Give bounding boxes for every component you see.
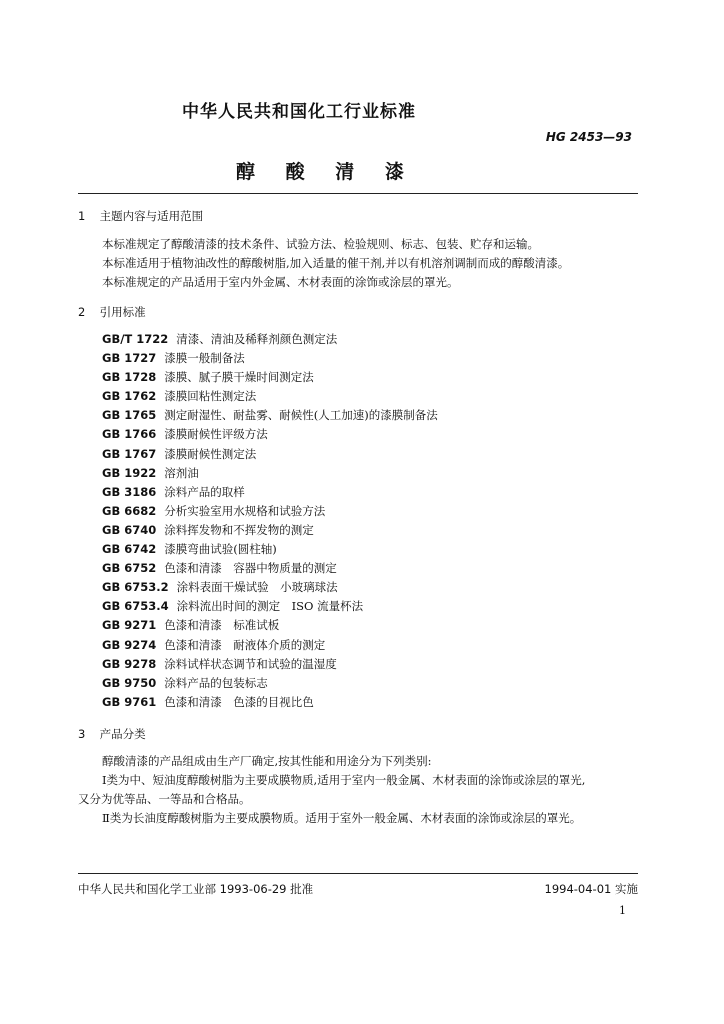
reference-code: GB/T 1722: [102, 332, 169, 346]
reference-item: [102, 502, 438, 521]
reference-code: GB 6682: [102, 503, 157, 518]
reference-title: 漆膜耐候性评级方法: [164, 427, 268, 442]
reference-title: 涂料产品的包装标志: [164, 675, 268, 690]
section-number: 2: [78, 305, 86, 319]
reference-item: [102, 483, 438, 502]
reference-code: GB 9278: [102, 656, 157, 671]
reference-code: GB 6752: [102, 561, 157, 576]
standard-code: HG 2453—93: [545, 130, 632, 144]
reference-title: 色漆和清漆 标准试板: [164, 618, 280, 633]
reference-item: [102, 636, 438, 655]
reference-title: 漆膜一般制备法: [164, 351, 245, 366]
section-title: 产品分类: [99, 727, 146, 741]
reference-title: 清漆、清油及稀释剂颜色测定法: [176, 332, 338, 346]
reference-item: [102, 387, 438, 406]
reference-code: GB 1728: [102, 370, 157, 385]
section-1-heading: [78, 208, 203, 224]
reference-code: GB 6753.2: [102, 580, 169, 595]
reference-code: GB 9271: [102, 618, 157, 633]
section-title: 引用标准: [99, 305, 146, 319]
reference-item: [102, 330, 438, 349]
effective-date: 1994-04-01 实施: [544, 882, 638, 896]
reference-title: 漆膜、腻子膜干燥时间测定法: [164, 370, 314, 385]
reference-code: GB 1767: [102, 446, 157, 461]
paragraph: Ⅱ类为长油度醇酸树脂为主要成膜物质。适用于室外一般金属、木材表面的涂饰或涂层的罩光。: [102, 811, 582, 825]
reference-item: [102, 445, 438, 464]
page-number: 1: [619, 904, 626, 917]
reference-code: GB 1922: [102, 465, 157, 480]
header-divider: [78, 193, 638, 194]
reference-item: [102, 655, 438, 674]
reference-code: GB 6740: [102, 522, 157, 537]
reference-item: [102, 425, 438, 444]
section-3-heading: [78, 726, 146, 742]
reference-item: [102, 578, 438, 597]
reference-title: 色漆和清漆 耐液体介质的测定: [164, 637, 326, 652]
reference-title: 漆膜耐候性测定法: [164, 446, 257, 461]
reference-code: GB 1766: [102, 427, 157, 442]
reference-code: GB 9274: [102, 637, 157, 652]
reference-item: [102, 368, 438, 387]
section-number: 1: [78, 209, 86, 223]
section-3-body: [78, 752, 648, 828]
reference-code: GB 1727: [102, 351, 157, 366]
paragraph: 本标准适用于植物油改性的醇酸树脂,加入适量的催干剂,并以有机溶剂调制而成的醇酸清漆。: [102, 256, 570, 270]
reference-item: [102, 616, 438, 635]
footer-divider: [78, 873, 638, 874]
reference-title: 涂料挥发物和不挥发物的测定: [164, 522, 314, 537]
paragraph: 本标准规定了醇酸清漆的技术条件、试验方法、检验规则、标志、包装、贮存和运输。: [102, 237, 539, 251]
approval-line: 中华人民共和国化学工业部 1993-06-29 批准: [78, 882, 314, 896]
reference-item: [102, 540, 438, 559]
reference-title: 涂料流出时间的测定 ISO 流量杯法: [176, 599, 364, 614]
reference-item: [102, 521, 438, 540]
reference-item: [102, 674, 438, 693]
reference-code: GB 1762: [102, 389, 157, 404]
reference-title: 涂料试样状态调节和试验的温湿度: [164, 656, 337, 671]
reference-item: [102, 559, 438, 578]
reference-title: 涂料产品的取样: [164, 484, 245, 499]
reference-code: GB 3186: [102, 484, 157, 499]
section-2-heading: [78, 304, 146, 320]
reference-title: 色漆和清漆 色漆的目视比色: [164, 694, 314, 709]
reference-code: GB 1765: [102, 408, 157, 423]
section-number: 3: [78, 727, 86, 741]
reference-title: 分析实验室用水规格和试验方法: [164, 503, 326, 518]
paragraph: Ⅰ类为中、短油度醇酸树脂为主要成膜物质,适用于室内一般金属、木材表面的涂饰或涂层的罩光,: [102, 773, 586, 787]
issuing-org-title: 中华人民共和国化工行业标准: [182, 102, 416, 122]
section-title: 主题内容与适用范围: [99, 209, 204, 223]
paragraph-continuation: 又分为优等品、一等品和合格品。: [78, 792, 251, 806]
reference-code: GB 6742: [102, 542, 157, 557]
reference-item: [102, 597, 438, 616]
reference-item: [102, 349, 438, 368]
reference-title: 漆膜回粘性测定法: [164, 389, 257, 404]
reference-item: [102, 464, 438, 483]
reference-title: 涂料表面干燥试验 小玻璃球法: [176, 580, 338, 595]
reference-title: 漆膜弯曲试验(圆柱轴): [164, 542, 277, 557]
reference-code: GB 9761: [102, 694, 157, 709]
reference-item: [102, 693, 438, 712]
reference-code: GB 6753.4: [102, 599, 169, 614]
paragraph: 本标准规定的产品适用于室内外金属、木材表面的涂饰或涂层的罩光。: [102, 275, 459, 289]
reference-item: [102, 406, 438, 425]
section-1-body: [78, 235, 648, 292]
reference-list: [102, 330, 438, 712]
reference-title: 溶剂油: [164, 465, 199, 480]
paragraph: 醇酸清漆的产品组成由生产厂确定,按其性能和用途分为下列类别:: [102, 754, 432, 768]
reference-code: GB 9750: [102, 675, 157, 690]
reference-title: 测定耐湿性、耐盐雾、耐候性(人工加速)的漆膜制备法: [164, 408, 438, 423]
document-title: 醇 酸 清 漆: [236, 161, 416, 183]
reference-title: 色漆和清漆 容器中物质量的测定: [164, 561, 337, 576]
